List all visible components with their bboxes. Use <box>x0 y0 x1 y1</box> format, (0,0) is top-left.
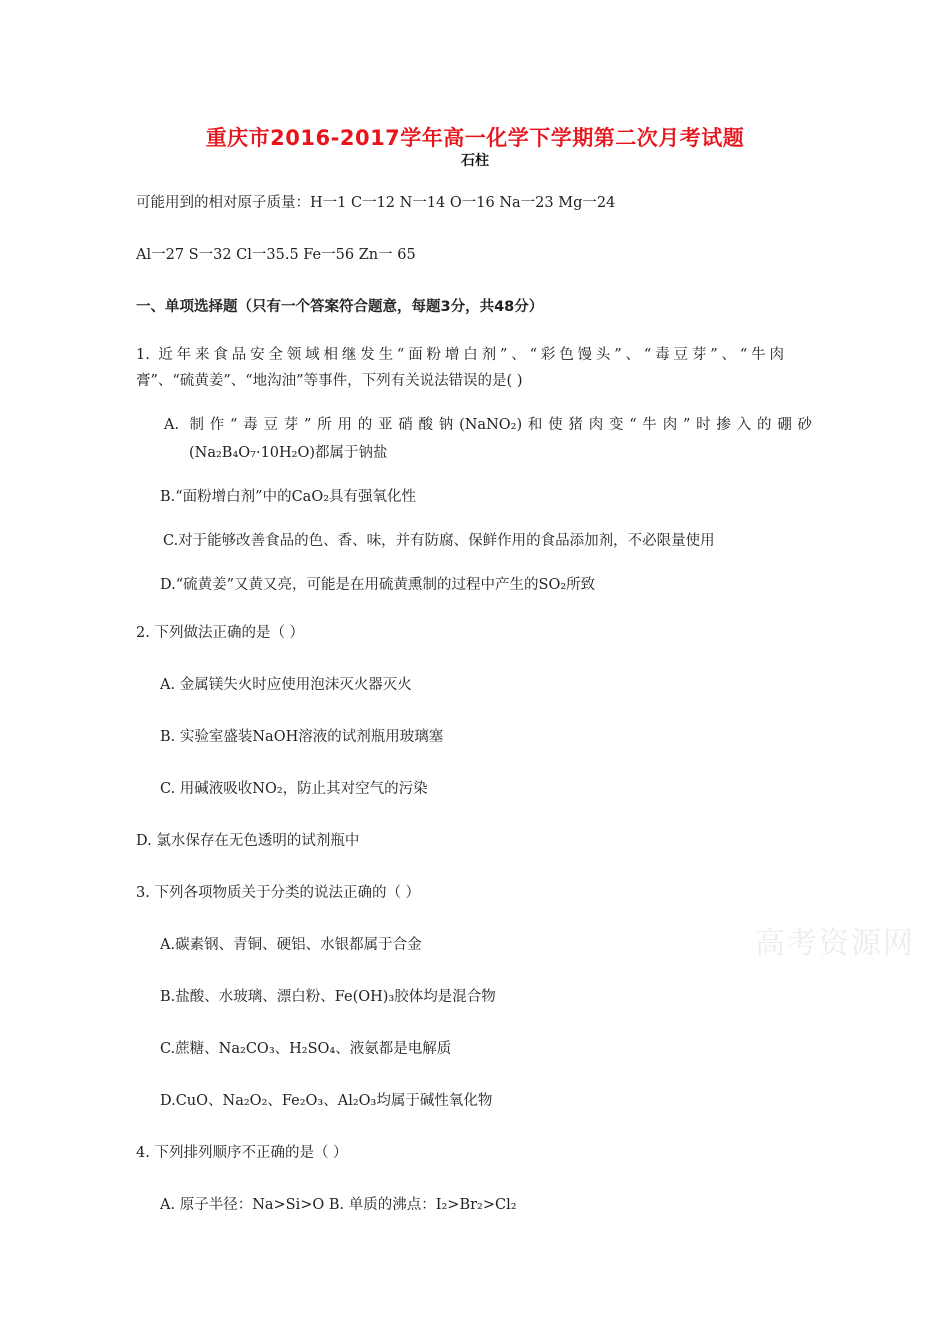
question-4-stem: 4. 下列排列顺序不正确的是（ ） <box>136 1145 348 1161</box>
watermark: 高考资源网 <box>755 926 915 961</box>
question-1-option-c: C.对于能够改善食品的色、香、味，并有防腐、保鲜作用的食品添加剂，不必限量使用 <box>163 533 715 549</box>
question-1-option-b: B.“面粉增白剂”中的CaO₂具有强氧化性 <box>160 489 417 505</box>
question-2-option-d: D. 氯水保存在无色透明的试剂瓶中 <box>136 833 360 849</box>
atomic-mass-line-2: Al一27 S一32 Cl一35.5 Fe一56 Zn一 65 <box>136 247 416 263</box>
atomic-mass-line-1: 可能用到的相对原子质量：H一1 C一12 N一14 O一16 Na一23 Mg一24 <box>136 195 616 211</box>
question-1-stem-line-2: 膏”、“硫黄姜”、“地沟油”等事件，下列有关说法错误的是( ) <box>136 373 523 389</box>
question-1-option-d: D.“硫黄姜”又黄又亮，可能是在用硫黄熏制的过程中产生的SO₂所致 <box>160 577 596 593</box>
question-2-stem: 2. 下列做法正确的是（ ） <box>136 625 305 641</box>
question-3-option-d: D.CuO、Na₂O₂、Fe₂O₃、Al₂O₃均属于碱性氧化物 <box>160 1093 493 1109</box>
section-heading: 一、单项选择题（只有一个答案符合题意，每题3分，共48分） <box>136 299 544 315</box>
question-4-option-ab: A. 原子半径：Na>Si>O B. 单质的沸点：I₂>Br₂>Cl₂ <box>160 1197 517 1213</box>
question-3-option-a: A.碳素钢、青铜、硬铝、水银都属于合金 <box>160 937 422 953</box>
exam-title: 重庆市2016-2017学年高一化学下学期第二次月考试题 <box>205 126 745 150</box>
question-3-option-b: B.盐酸、水玻璃、漂白粉、Fe(OH)₃胶体均是混合物 <box>160 989 496 1005</box>
question-2-option-a: A. 金属镁失火时应使用泡沫灭火器灭火 <box>160 677 412 693</box>
question-1-option-a: A. 制作“毒豆芽”所用的亚硝酸钠(NaNO₂)和使猪肉变“牛肉”时掺入的硼砂 <box>164 417 812 433</box>
question-1-option-a-cont: (Na₂B₄O₇·10H₂O)都属于钠盐 <box>189 445 388 461</box>
question-2-option-c: C. 用碱液吸收NO₂，防止其对空气的污染 <box>160 781 428 797</box>
question-3-option-c: C.蔗糖、Na₂CO₃、H₂SO₄、液氨都是电解质 <box>160 1041 452 1057</box>
question-3-stem: 3. 下列各项物质关于分类的说法正确的（ ） <box>136 885 421 901</box>
question-1-stem-line-1: 1. 近年来食品安全领域相继发生“面粉增白剂”、“彩色馒头”、“毒豆芽”、“牛肉 <box>136 347 784 363</box>
exam-subtitle: 石柱 <box>461 153 489 169</box>
question-2-option-b: B. 实验室盛装NaOH溶液的试剂瓶用玻璃塞 <box>160 729 444 745</box>
